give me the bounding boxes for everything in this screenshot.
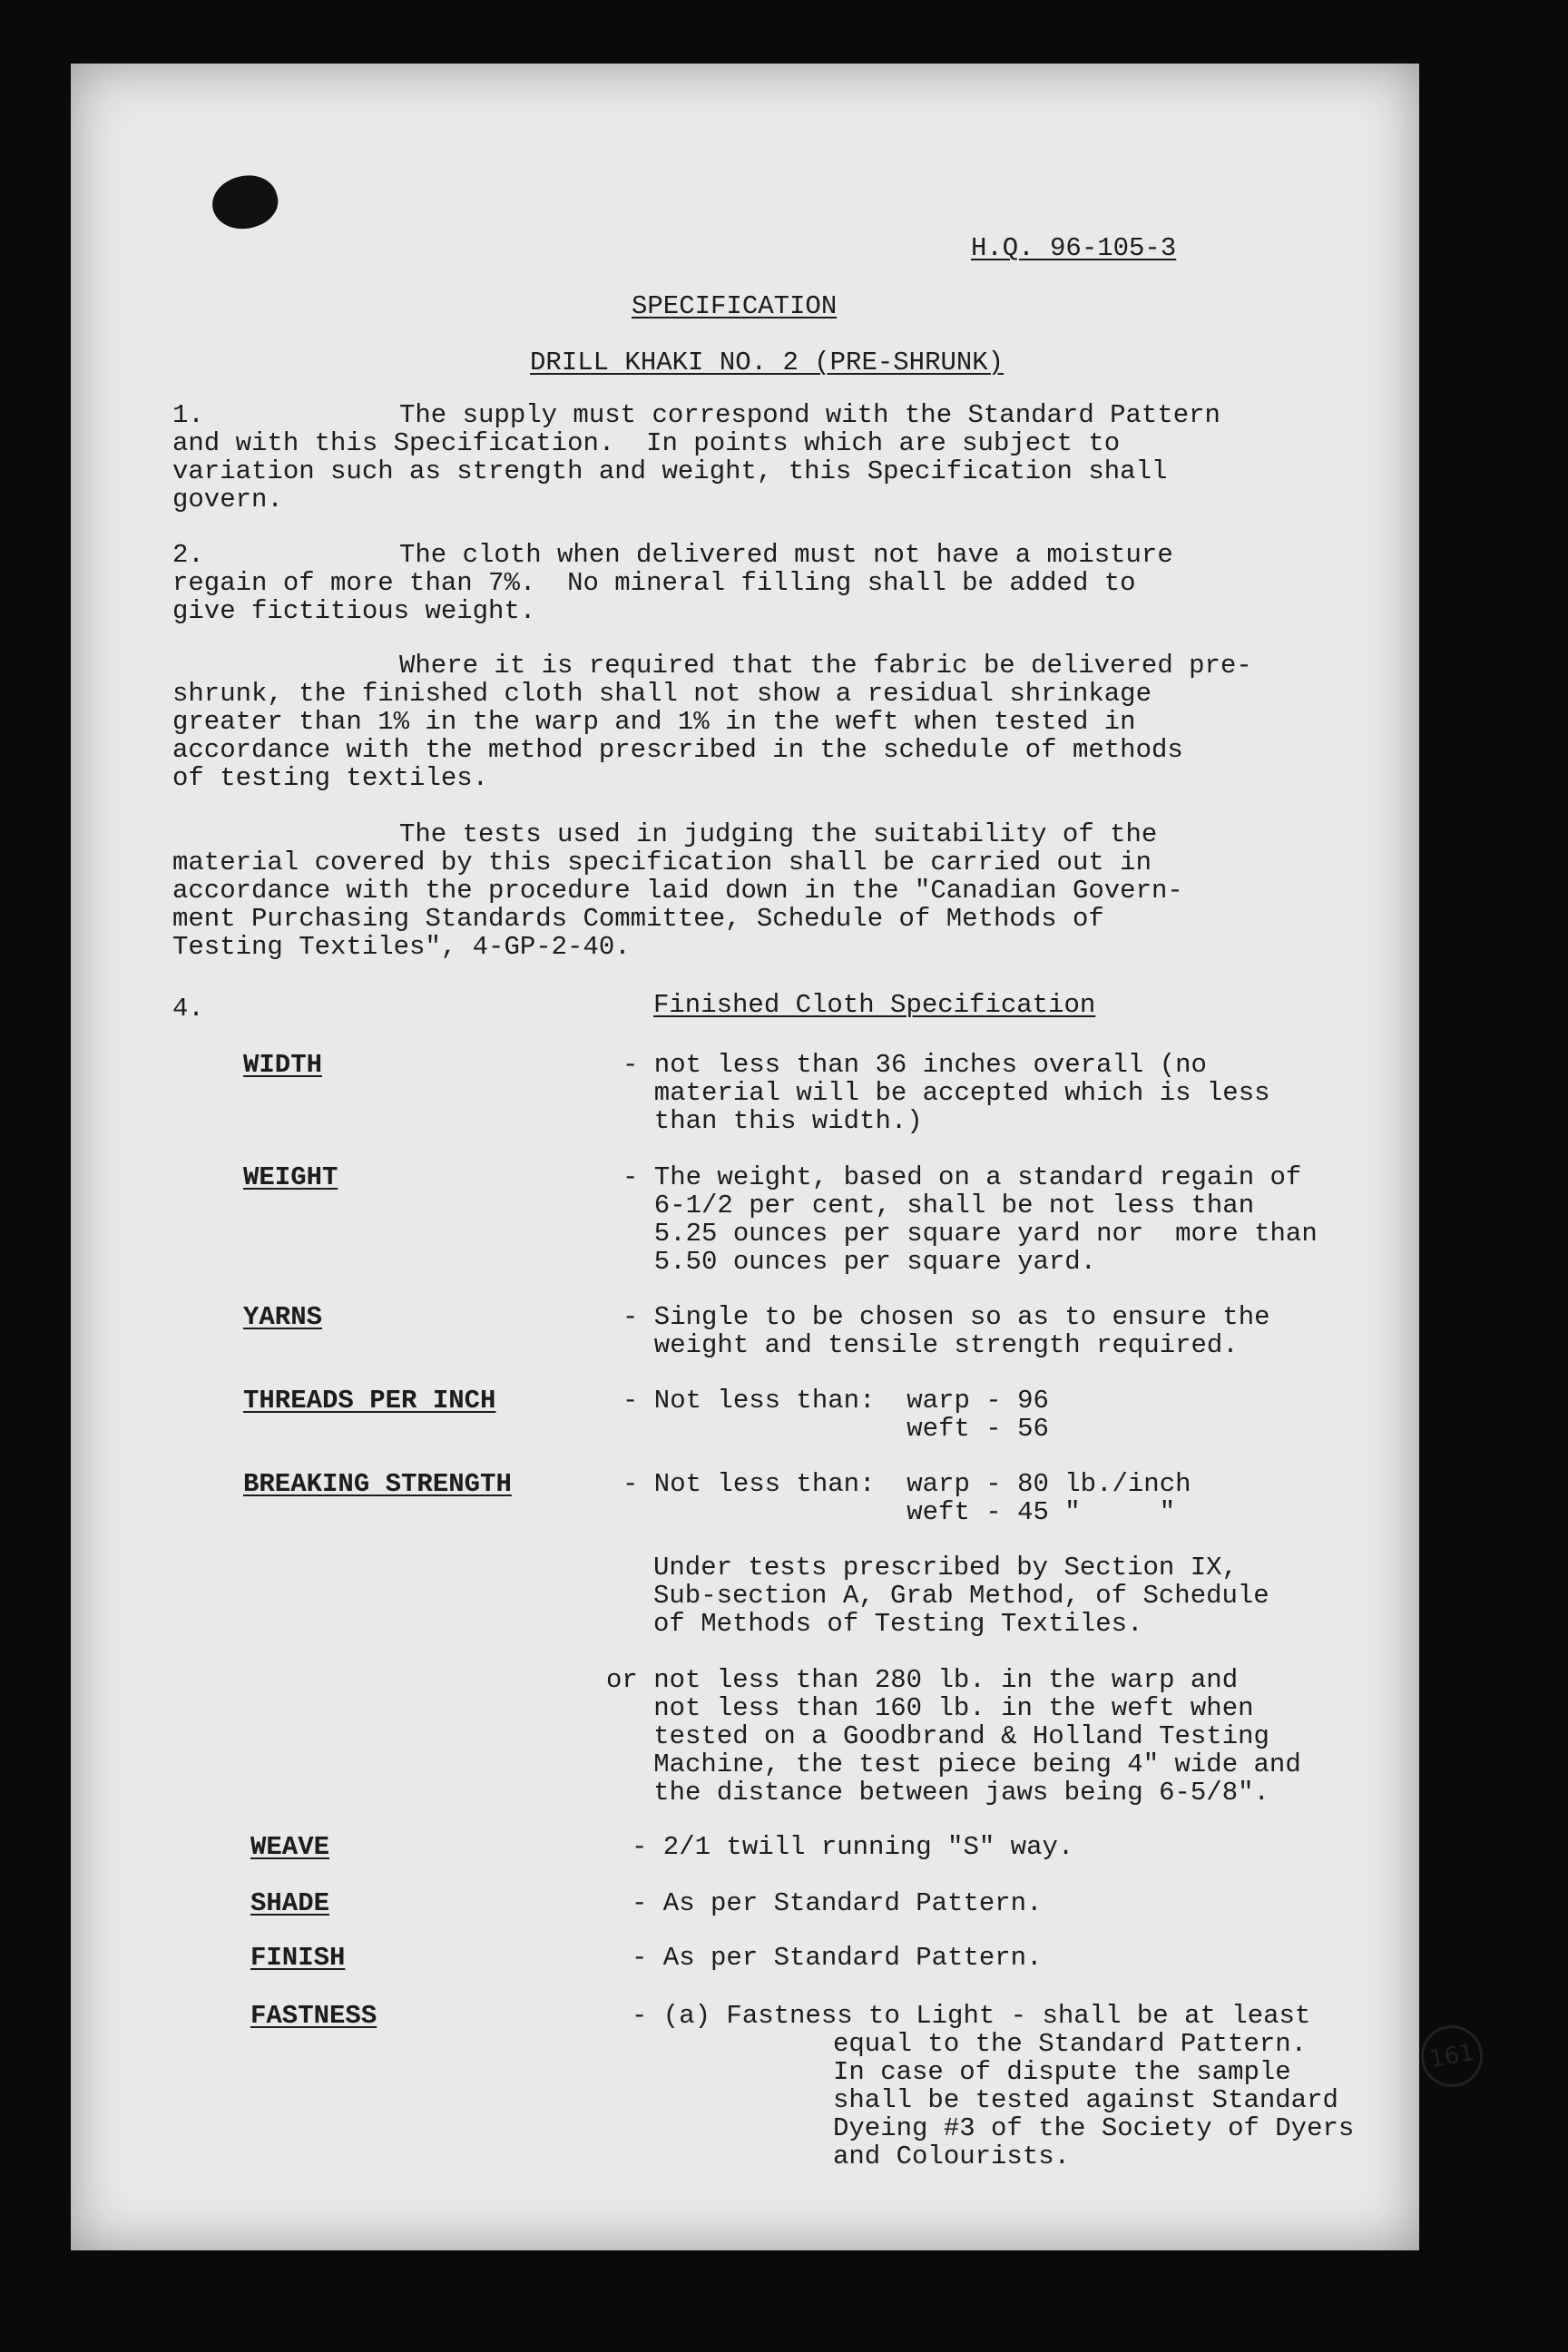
para-4-line: accordance with the procedure laid down in the "Canadian Govern- [172,876,1183,906]
para-1-line: The supply must correspond with the Standard Pattern [399,400,1220,430]
para-1-line: and with this Specification. In points which are subject to [172,428,1121,458]
spec-value-line: - 2/1 twill running "S" way. [632,1832,1074,1862]
spec-value-line: 5.50 ounces per square yard. [622,1247,1097,1277]
document-page [71,64,1477,2250]
para-3-line: shrunk, the finished cloth shall not show a residual shrinkage [172,679,1152,709]
spec-value-line: - As per Standard Pattern. [632,1888,1043,1918]
spec-value-line: In case of dispute the sample [833,2057,1291,2087]
reference-number: H.Q. 96-105-3 [971,233,1177,263]
spec-note-line: not less than 160 lb. in the weft when [606,1693,1254,1723]
spec-value-line: weight and tensile strength required. [622,1330,1239,1360]
spec-value-line: 6-1/2 per cent, shall be not less than [622,1191,1255,1220]
para-2-number: 2. [172,540,204,570]
spec-value-line: weft - 45 " " [622,1497,1176,1527]
ink-blot [206,167,284,237]
document-title: SPECIFICATION [632,291,838,321]
para-2-line: give fictitious weight. [172,596,536,626]
spec-label-shade: SHADE [250,1888,330,1918]
spec-value-line: - As per Standard Pattern. [632,1943,1043,1973]
para-4-line: ment Purchasing Standards Committee, Schedule of Methods of [172,904,1104,934]
para-4-line: Testing Textiles", 4-GP-2-40. [172,932,631,962]
section-4-number: 4. [172,994,204,1024]
para-1-number: 1. [172,400,204,430]
spec-label-threads-per-inch: THREADS PER INCH [243,1386,496,1416]
spec-note-line: or not less than 280 lb. in the warp and [606,1665,1239,1695]
spec-note-line: the distance between jaws being 6-5/8". [606,1778,1269,1808]
spec-note-line: of Methods of Testing Textiles. [653,1609,1143,1639]
spec-label-weight: WEIGHT [243,1162,338,1192]
para-3-line: greater than 1% in the warp and 1% in the weft when tested in [172,707,1136,737]
spec-value-line: equal to the Standard Pattern. [833,2029,1308,2059]
spec-value-line: material will be accepted which is less [622,1078,1270,1108]
spec-note-line: tested on a Goodbrand & Holland Testing [606,1721,1269,1751]
spec-label-weave: WEAVE [250,1832,330,1862]
spec-value-line: - (a) Fastness to Light - shall be at least [632,2001,1311,2031]
spec-label-yarns: YARNS [243,1302,323,1332]
spec-value-line: - Single to be chosen so as to ensure the [622,1302,1270,1332]
para-1-line: variation such as strength and weight, this Specification shall [172,456,1168,486]
spec-value-line: - not less than 36 inches overall (no [622,1050,1207,1080]
spec-note-line: Under tests prescribed by Section IX, [653,1553,1238,1583]
spec-note-line: Machine, the test piece being 4" wide and [606,1749,1301,1779]
spec-value-line: weft - 56 [622,1414,1049,1444]
spec-value-line: than this width.) [622,1106,923,1136]
document-subtitle: DRILL KHAKI NO. 2 (PRE-SHRUNK) [530,348,1004,377]
spec-value-line: 5.25 ounces per square yard nor more than [622,1219,1318,1249]
para-4-line: material covered by this specification shall be carried out in [172,848,1152,877]
spec-value-line: shall be tested against Standard [833,2085,1338,2115]
para-3-line: of testing textiles. [172,763,489,793]
spec-value-line: - Not less than: warp - 96 [622,1386,1049,1416]
para-2-line: regain of more than 7%. No mineral filling shall be added to [172,568,1136,598]
spec-note-line: Sub-section A, Grab Method, of Schedule [653,1581,1269,1611]
para-2-line: The cloth when delivered must not have a moisture [399,540,1173,570]
para-3-line: accordance with the method prescribed in the schedule of methods [172,735,1183,765]
para-1-line: govern. [172,485,283,514]
spec-label-fastness: FASTNESS [250,2001,377,2031]
spec-label-finish: FINISH [250,1943,346,1973]
para-4-line: The tests used in judging the suitability of the [399,819,1158,849]
spec-label-width: WIDTH [243,1050,323,1080]
handwritten-page-number: 161 [1416,2021,1488,2092]
para-3-line: Where it is required that the fabric be delivered pre- [399,651,1252,681]
spec-value-line: and Colourists. [833,2141,1071,2171]
spec-value-line: - The weight, based on a standard regain of [622,1162,1302,1192]
spec-value-line: Dyeing #3 of the Society of Dyers [833,2113,1355,2143]
spec-value-line: - Not less than: warp - 80 lb./inch [622,1469,1191,1499]
section-4-heading: Finished Cloth Specification [653,990,1096,1020]
spec-label-breaking-strength: BREAKING STRENGTH [243,1469,512,1499]
